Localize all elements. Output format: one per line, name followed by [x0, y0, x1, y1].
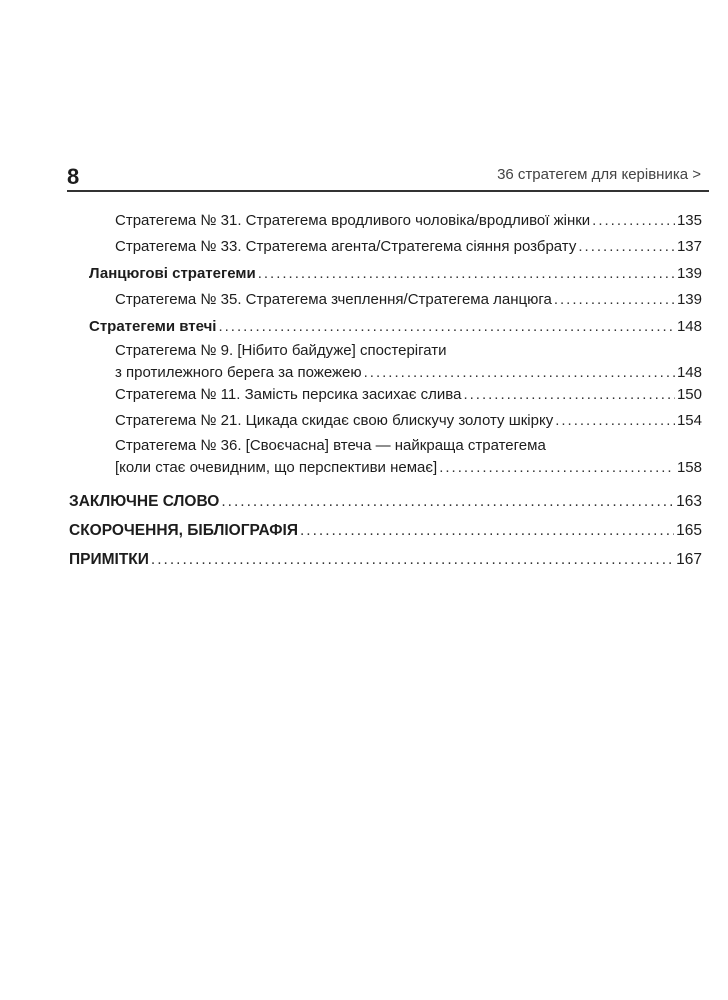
toc-entry-page: 139 [676, 291, 702, 308]
toc-entry-stratagem-35[interactable] [115, 290, 702, 310]
toc-entry-title: Стратегема № 35. Стратегема зчеплення/Стратегема ланцюга [115, 291, 552, 308]
toc-entry-page: 150 [676, 386, 702, 403]
toc-chapter-title: СКОРОЧЕННЯ, БІБЛІОГРАФІЯ [69, 522, 298, 539]
toc-entry-title-line1: Стратегема № 36. [Своєчасна] втеча — найкраща стратегема [115, 437, 546, 454]
page-header [67, 160, 709, 192]
dot-leader [258, 264, 675, 284]
toc-chapter-page: 167 [676, 551, 702, 568]
toc-entry-page: 154 [676, 412, 702, 429]
toc-entry-page: 135 [676, 212, 702, 229]
toc-entry-title-line2: з протилежного берега за пожежею [115, 364, 362, 381]
toc-chapter-title: ЗАКЛЮЧНЕ СЛОВО [69, 493, 220, 510]
toc-entry-page: 148 [676, 364, 702, 381]
toc-entry-title: Стратегема № 21. Цикада скидає свою блискучу золоту шкірку [115, 412, 554, 429]
toc-chapter-bibliography[interactable] [69, 521, 702, 541]
toc-chapter-page: 165 [676, 522, 702, 539]
toc-chapter-notes[interactable] [69, 550, 702, 570]
dot-leader [463, 385, 675, 405]
toc-entry-page: 137 [676, 238, 702, 255]
toc-entry-stratagem-33[interactable] [115, 237, 702, 257]
toc-entry-title-line2: [коли стає очевидним, що перспективи немає] [115, 459, 438, 476]
toc-section-escape-stratagems[interactable] [89, 317, 702, 337]
dot-leader [554, 290, 675, 310]
dot-leader [592, 211, 675, 231]
dot-leader [578, 237, 675, 257]
toc-entry-title-line1: Стратегема № 9. [Нібито байдуже] спостерігати [115, 342, 447, 359]
toc-section-page: 139 [676, 265, 702, 282]
toc-section-title: Ланцюгові стратегеми [89, 265, 256, 282]
dot-leader [439, 457, 675, 479]
dot-leader [151, 550, 674, 570]
toc-entry-line2 [115, 362, 702, 384]
toc-entry-stratagem-21[interactable] [115, 411, 702, 431]
running-title: 36 стратегем для керівника > [497, 166, 701, 183]
toc-entry-page: 158 [676, 459, 702, 476]
toc-chapter-conclusion[interactable] [69, 492, 702, 512]
page-number: 8 [67, 164, 80, 189]
toc-entry-title: Стратегема № 33. Стратегема агента/Стратегема сіяння розбрату [115, 238, 577, 255]
dot-leader [221, 492, 674, 512]
toc-section-title: Стратегеми втечі [89, 318, 217, 335]
toc-entry-stratagem-11[interactable] [115, 385, 702, 405]
toc-entry-stratagem-36[interactable] [115, 435, 702, 479]
toc-entry-title: Стратегема № 11. Замість персика засихає слива [115, 386, 462, 403]
dot-leader [555, 411, 675, 431]
toc-entry-title: Стратегема № 31. Стратегема вродливого чоловіка/вродливої жінки [115, 212, 591, 229]
toc-entry-stratagem-31[interactable] [115, 211, 702, 231]
dot-leader [218, 317, 675, 337]
toc-chapter-title: ПРИМІТКИ [69, 551, 149, 568]
toc-section-chain-stratagems[interactable] [89, 264, 702, 284]
dot-leader [364, 362, 675, 384]
toc-entry-line2 [115, 457, 702, 479]
toc-chapter-page: 163 [676, 493, 702, 510]
toc-entry-stratagem-9[interactable] [115, 340, 702, 384]
toc-section-page: 148 [676, 318, 702, 335]
dot-leader [300, 521, 674, 541]
